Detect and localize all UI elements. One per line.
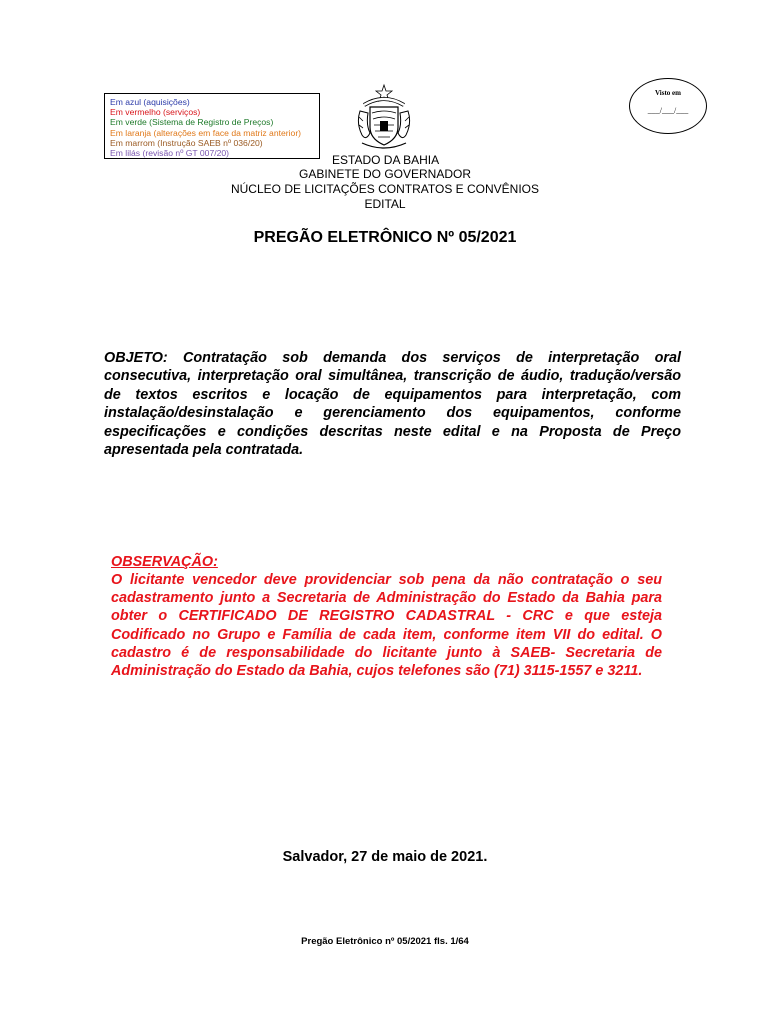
legend-item-green: Em verde (Sistema de Registro de Preços): [110, 117, 274, 128]
legend-item-blue: Em azul (aquisições): [110, 97, 190, 107]
header-document-type: EDITAL: [364, 197, 406, 211]
header-state: ESTADO DA BAHIA: [332, 153, 440, 167]
legend-item-orange: Em laranja (alterações em face da matriz anterior): [110, 127, 302, 138]
observacao-paragraph: O licitante vencedor deve providenciar sob pena da não contratação o seu cadastramento junto a Secretaria de Administração do Estado da Bahia para obter o CERTIFICADO DE REGISTRO CADASTRAL - CRC e que esteja Codificado no Grupo e Família de cada item, conforme item VII do edital. O cadastro é de responsabilidade do licitante junto à SAEB- Secretaria de Administração do Estado da Bahia, cujos telefones são (71) 3115-1557 e 3211.: [111, 572, 662, 680]
stamp-label: Visto em: [655, 89, 681, 97]
header-department: NÚCLEO DE LICITAÇÕES CONTRATOS E CONVÊNIOS: [230, 182, 540, 196]
legend-item-brown: Em marrom (Instrução SAEB nº 036/20): [110, 137, 263, 148]
legend-item-lilac: Em lilás (revisão nº GT 007/20): [110, 148, 230, 159]
page-footer: Pregão Eletrônico nº 05/2021 fls. 1/64: [301, 936, 469, 947]
observacao-heading: OBSERVAÇÃO:: [111, 554, 218, 570]
place-date: Salvador, 27 de maio de 2021.: [282, 849, 488, 865]
header-cabinet: GABINETE DO GOVERNADOR: [298, 167, 472, 181]
objeto-paragraph: OBJETO: Contratação sob demanda dos serviços de interpretação oral consecutiva, interpretação oral simultânea, transcrição de áudio, tradução/versão de textos escritos e locação de equipamentos para interpretação, com instalação/desinstalação e gerenciamento dos equipamentos, conforme especificações e condições descritas neste edital e na Proposta de Preço apresentada pela contratada.: [104, 350, 681, 459]
color-legend-box: [104, 93, 320, 159]
stamp-date-blank: ___/___/___: [647, 106, 689, 115]
document-title: PREGÃO ELETRÔNICO Nº 05/2021: [253, 229, 517, 246]
bahia-coat-of-arms-icon: [354, 83, 414, 153]
visto-stamp: [629, 78, 707, 134]
legend-item-red: Em vermelho (serviços): [110, 107, 201, 118]
